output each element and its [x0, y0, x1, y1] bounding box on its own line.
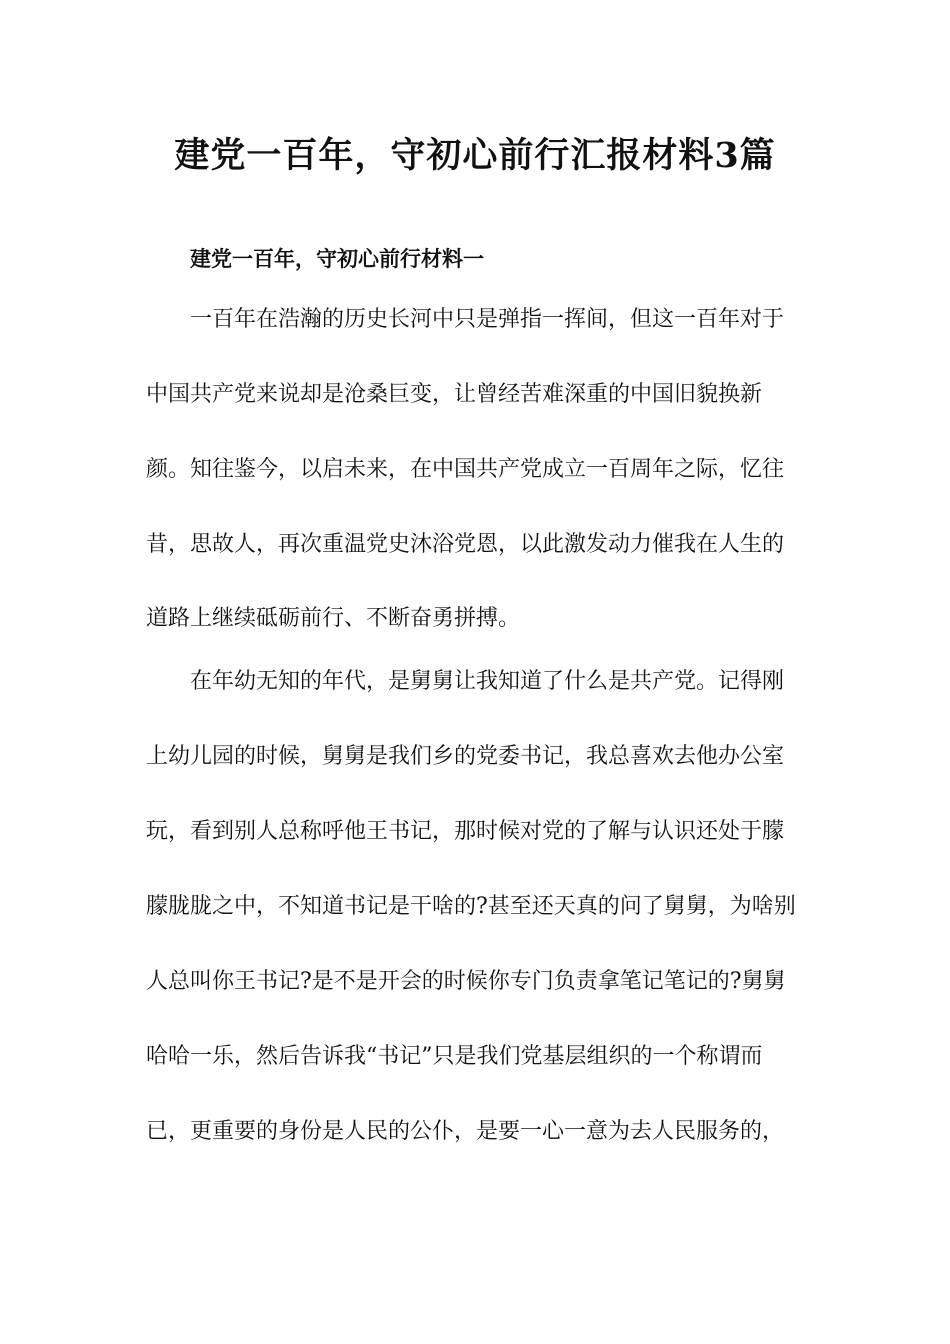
paragraph-line: 哈哈一乐，然后告诉我“书记”只是我们党基层组织的一个称谓而 [146, 1044, 763, 1069]
paragraph-line: 已，更重要的身份是人民的公仆，是要一心一意为去人民服务的， [146, 1119, 785, 1144]
paragraph-line: 昔，思故人，再次重温党史沐浴党恩，以此激发动力催我在人生的 [146, 532, 785, 557]
document-title: 建党一百年，守初心前行汇报材料3篇 [174, 135, 776, 176]
paragraph-line: 道路上继续砥砺前行、不断奋勇拼搏。 [146, 606, 521, 631]
paragraph-line: 中国共产党来说却是沧桑巨变，让曾经苦难深重的中国旧貌换新 [146, 382, 763, 407]
section-heading: 建党一百年，守初心前行材料一 [190, 246, 484, 271]
paragraph-line: 朦胧胧之中，不知道书记是干啥的?甚至还天真的问了舅舅，为啥别 [146, 894, 796, 919]
paragraph-line: 一百年在浩瀚的历史长河中只是弹指一挥间，但这一百年对于 [190, 307, 785, 332]
paragraph-line: 人总叫你王书记?是不是开会的时候你专门负责拿笔记笔记的?舅舅 [146, 969, 786, 994]
paragraph-line: 上幼儿园的时候，舅舅是我们乡的党委书记，我总喜欢去他办公室 [146, 744, 785, 769]
paragraph-line: 在年幼无知的年代，是舅舅让我知道了什么是共产党。记得刚 [190, 669, 785, 694]
paragraph-line: 颜。知往鉴今，以启未来，在中国共产党成立一百周年之际，忆往 [146, 457, 785, 482]
paragraph-line: 玩，看到别人总称呼他王书记，那时候对党的了解与认识还处于朦 [146, 819, 785, 844]
